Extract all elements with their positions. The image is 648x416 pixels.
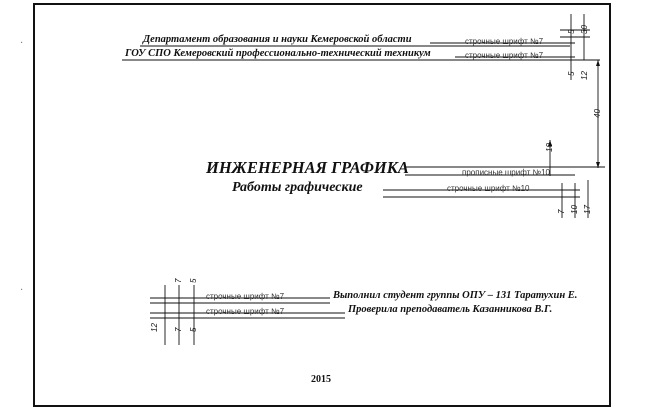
header-line2: ГОУ СПО Кемеровский профессионально-технический техникум bbox=[125, 48, 431, 59]
header-line1-note: строчные шрифт №7 bbox=[465, 37, 544, 46]
dim-label-title-10: 10 bbox=[545, 143, 554, 152]
year: 2015 bbox=[311, 374, 331, 385]
dim-label-sig-5a: 5 bbox=[189, 278, 198, 283]
title-main-note: прописные шрифт №10 bbox=[462, 168, 550, 177]
dim-label-40: 40 bbox=[593, 109, 602, 118]
dim-label-mid-12: 12 bbox=[580, 71, 589, 80]
edge-mark-top: · bbox=[20, 38, 24, 49]
title-main: ИНЖЕНЕРНАЯ ГРАФИКА bbox=[206, 158, 409, 177]
sig-student-note: строчные шрифт №7 bbox=[206, 292, 285, 301]
header-line1: Департамент образования и науки Кемеровской области bbox=[143, 34, 412, 45]
arrow-40-top bbox=[596, 60, 600, 66]
sig-student: Выполнил студент группы ОПУ – 131 Таратухин Е. bbox=[333, 290, 578, 301]
header-line2-note: строчные шрифт №7 bbox=[465, 51, 544, 60]
dim-label-sig-7a: 7 bbox=[174, 278, 183, 283]
dim-label-sub-10: 10 bbox=[570, 205, 579, 214]
dim-label-sub-17: 17 bbox=[583, 205, 592, 214]
dim-label-sig-7b: 7 bbox=[174, 327, 183, 332]
dim-label-top-30: 30 bbox=[580, 25, 589, 34]
dim-label-mid-5: 5 bbox=[567, 71, 576, 76]
edge-mark-bottom: · bbox=[20, 285, 24, 296]
sig-teacher: Проверила преподаватель Казанникова В.Г. bbox=[348, 304, 553, 315]
dim-label-top-5: 5 bbox=[567, 29, 576, 34]
dim-label-sig-5b: 5 bbox=[189, 327, 198, 332]
dim-label-sub-7: 7 bbox=[557, 209, 566, 214]
title-sub: Работы графические bbox=[232, 180, 363, 195]
title-sub-note: строчные шрифт №10 bbox=[447, 184, 530, 193]
dim-label-sig-12: 12 bbox=[150, 323, 159, 332]
sig-teacher-note: строчные шрифт №7 bbox=[206, 307, 285, 316]
